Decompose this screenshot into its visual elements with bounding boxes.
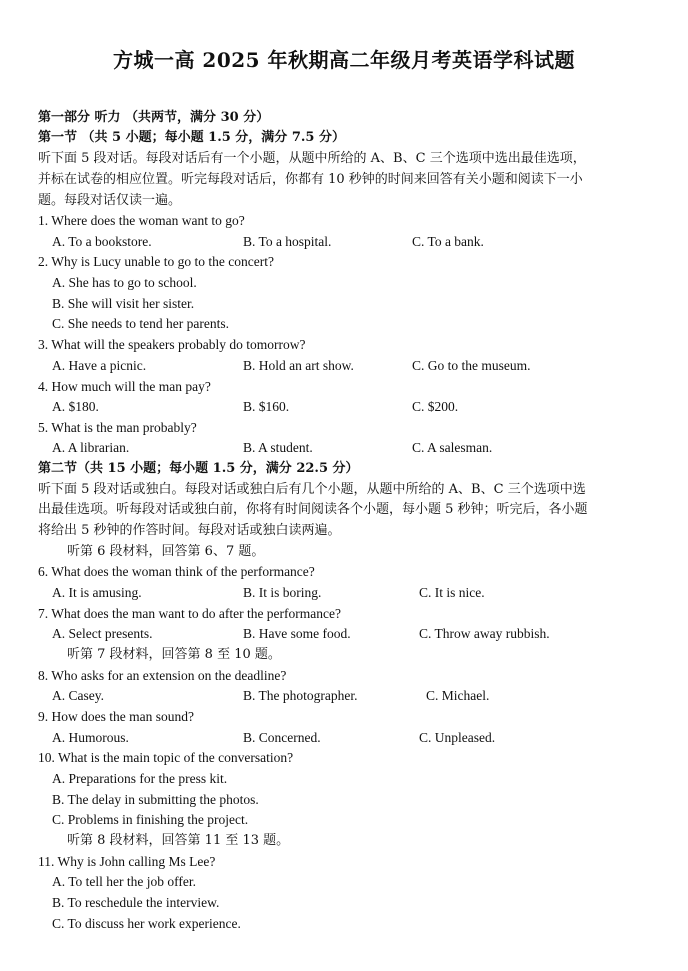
section2-heading: 第二节（共 15 小题；每小题 1.5 分，满分 22.5 分） — [38, 461, 359, 476]
option-b: B. It is boring. — [243, 585, 322, 600]
section1-instruction: 并标在试卷的相应位置。听完每段对话后，你都有 10 秒钟的时间来回答有关小题和阅读下一小 — [38, 172, 583, 187]
option-b: B. To reschedule the interview. — [52, 895, 220, 910]
question-9: 9. How does the man sound? — [38, 709, 194, 724]
exam-title: 方城一高 2025 年秋期高二年级月考英语学科试题 — [112, 48, 576, 72]
question-1: 1. Where does the woman want to go? — [38, 213, 245, 228]
option-a: A. She has to go to school. — [52, 275, 197, 290]
option-c: C. To discuss her work experience. — [52, 916, 241, 931]
option-b: B. Have some food. — [243, 626, 351, 641]
option-a: A. Select presents. — [52, 626, 153, 641]
section2-instruction: 听下面 5 段对话或独白。每段对话或独白后有几个小题，从题中所给的 A、B、C 三个选项中选 — [38, 482, 586, 497]
option-c: C. Problems in finishing the project. — [52, 812, 249, 827]
section2-instruction: 出最佳选项。听每段对话或独白前，你将有时间阅读各个小题，每小题 5 秒钟；听完后，各小题 — [38, 502, 588, 517]
section1-instruction: 听下面 5 段对话。每段对话后有一个小题，从题中所给的 A、B、C 三个选项中选出最佳选项， — [38, 151, 586, 166]
question-2: 2. Why is Lucy unable to go to the concert? — [38, 254, 274, 269]
option-c: C. Unpleased. — [419, 730, 496, 745]
question-5: 5. What is the man probably? — [38, 420, 197, 435]
option-a: A. Have a picnic. — [52, 358, 147, 373]
option-c: C. Throw away rubbish. — [419, 626, 550, 641]
option-c: C. To a bank. — [412, 234, 484, 249]
section1-heading: 第一节 （共 5 小题；每小题 1.5 分，满分 7.5 分） — [38, 130, 345, 145]
option-a: A. Humorous. — [52, 730, 129, 745]
question-11: 11. Why is John calling Ms Lee? — [38, 854, 216, 869]
option-a: A. It is amusing. — [52, 585, 142, 600]
option-b: B. To a hospital. — [243, 234, 332, 249]
material-7-note: 听第 7 段材料，回答第 8 至 10 题。 — [67, 647, 281, 662]
option-b: B. $160. — [243, 399, 290, 414]
option-b: B. Hold an art show. — [243, 358, 354, 373]
part1-heading: 第一部分 听力 （共两节，满分 30 分） — [38, 110, 270, 125]
option-a: A. $180. — [52, 399, 99, 414]
option-b: B. A student. — [243, 440, 313, 455]
option-b: B. The delay in submitting the photos. — [52, 792, 259, 807]
question-4: 4. How much will the man pay? — [38, 379, 211, 394]
option-c: C. Go to the museum. — [412, 358, 531, 373]
section2-instruction: 将给出 5 秒钟的作答时间。每段对话或独白读两遍。 — [38, 523, 341, 538]
question-7: 7. What does the man want to do after the performance? — [38, 606, 342, 621]
question-10: 10. What is the main topic of the conversation? — [38, 750, 294, 765]
question-3: 3. What will the speakers probably do tomorrow? — [38, 337, 306, 352]
option-a: A. Casey. — [52, 688, 104, 703]
option-c: C. A salesman. — [412, 440, 493, 455]
option-a: A. To tell her the job offer. — [52, 874, 197, 889]
option-a: A. A librarian. — [52, 440, 130, 455]
option-c: C. $200. — [412, 399, 459, 414]
question-6: 6. What does the woman think of the performance? — [38, 564, 315, 579]
option-b: B. The photographer. — [243, 688, 358, 703]
option-a: A. Preparations for the press kit. — [52, 771, 228, 786]
material-6-note: 听第 6 段材料，回答第 6、7 题。 — [67, 544, 265, 559]
option-c: C. Michael. — [426, 688, 490, 703]
material-8-note: 听第 8 段材料，回答第 11 至 13 题。 — [67, 833, 290, 848]
option-a: A. To a bookstore. — [52, 234, 152, 249]
option-b: B. Concerned. — [243, 730, 321, 745]
option-c: C. She needs to tend her parents. — [52, 316, 229, 331]
option-c: C. It is nice. — [419, 585, 485, 600]
question-8: 8. Who asks for an extension on the deadline? — [38, 668, 287, 683]
section1-instruction: 题。每段对话仅读一遍。 — [38, 193, 182, 208]
option-b: B. She will visit her sister. — [52, 296, 195, 311]
